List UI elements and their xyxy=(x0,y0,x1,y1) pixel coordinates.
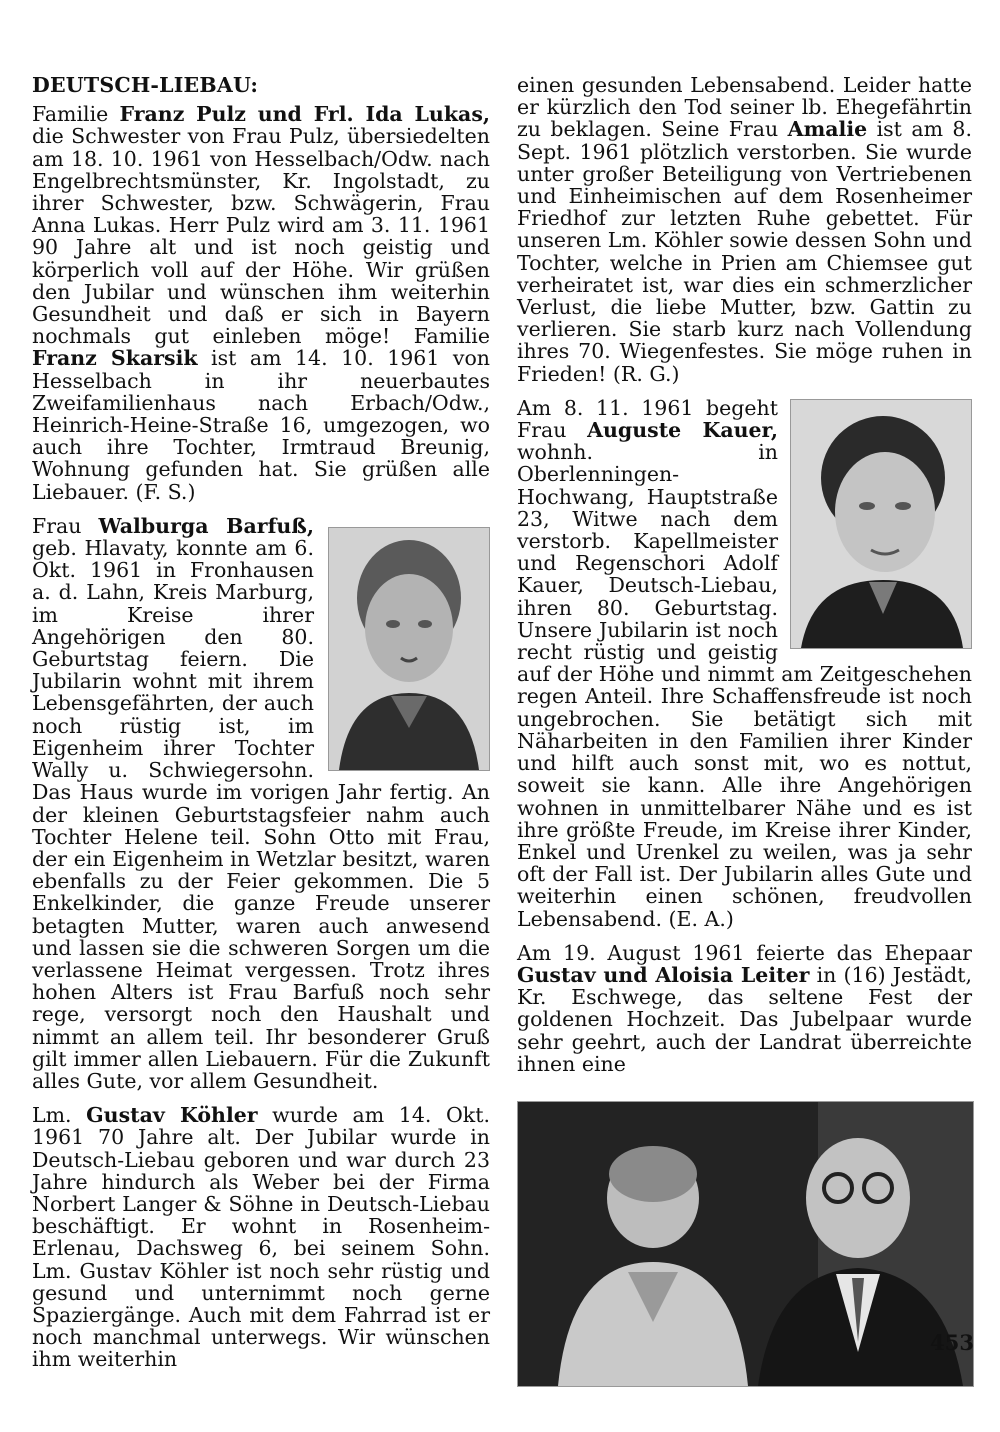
article-text: einen gesunden Lebensabend. Leider hatte er kürzlich den Tod seiner lb. Ehegefährtin zu beklagen. Seine Frau xyxy=(517,73,972,142)
article-text: geb. Hlavaty, konnte am 6. Okt. 1961 in Fronhausen a. d. Lahn, Kreis Marburg, im Kreise ihrer Angehörigen den 80. Geburtstag feiern. Die Jubilarin wohnt mit ihrem Lebensgefährten, der auch noch rüstig ist, im Eigenheim ihrer Tochter Wally u. Schwiegersohn. Das Haus wurde im vorigen Jahr fertig. An der kleinen Geburtstagsfeier nahm auch Tochter Helene teil. Sohn Otto mit Frau, der ein Eigenheim in Wetzlar besitzt, waren ebenfalls zu der Feier gekommen. Die 5 Enkelkinder, die ganze Freude unserer betagten Mutter, waren auch anwesend und lassen sie die schweren Sorgen um die verlassene Heimat vergessen. Trotz ihres hohen Alters ist Frau Barfuß noch sehr rege, versorgt noch den Haushalt und nimmt an allem teil. Ihr besonderer Gruß gilt immer allen Liebauern. Für die Zukunft alles Gute, vor allem Gesundheit. xyxy=(32,536,490,1093)
article-koehler-continued xyxy=(517,74,972,385)
article-name: Franz Skarsik xyxy=(32,346,198,371)
article-name: Auguste Kauer, xyxy=(587,418,779,443)
article-text: Familie xyxy=(32,102,120,127)
article-name: Gustav Köhler xyxy=(86,1103,258,1128)
couple-photo-leiter xyxy=(517,1101,974,1387)
right-column xyxy=(517,74,972,1387)
article-text: Frau xyxy=(32,513,99,538)
article-text: ist am 14. 10. 1961 von Hesselbach in ihr neuerbautes Zweifamilienhaus nach Erbach/Odw., Heinrich-Heine-Straße 16, umgezogen, wo auch ihre Tochter, Irmtraud Breunig, Wohnung gefunden hat. Sie grüßen alle Liebauer. (F. S.) xyxy=(32,346,490,504)
article-text: in (16) Jestädt, Kr. Eschwege, das seltene Fest der goldenen Hochzeit. Das Jubelpaar wurde sehr geehrt, auch der Landrat überreichte ihnen eine xyxy=(517,962,972,1076)
article-koehler xyxy=(32,1104,490,1370)
article-pulz xyxy=(32,103,490,503)
article-name: Gustav und Aloisia Leiter xyxy=(517,962,810,987)
left-column xyxy=(32,74,490,1383)
article-text: die Schwester von Frau Pulz, übersiedelten am 18. 10. 1961 von Hesselbach/Odw. nach Engelbrechtsmünster, Kr. Ingolstadt, zu ihrer Schwester, bzw. Schwägerin, Frau Anna Lukas. Herr Pulz wird am 3. 11. 1961 90 Jahre alt und ist noch geistig und körperlich voll auf der Höhe. Wir grüßen den Jubilar und wünschen ihm weiterhin Gesundheit und daß er sich in Bayern nochmals gut einleben möge! Familie xyxy=(32,124,490,349)
portrait-photo-kauer xyxy=(790,399,972,649)
article-text: wohnh. in Oberlenningen-Hochwang, Hauptstraße 23, Witwe nach dem verstorb. Kapellmeister und Regenschori Adolf Kauer, Deutsch-Liebau, ihren 80. Geburtstag. Unsere Jubilarin ist noch recht rüstig und geistig auf der Höhe und nimmt am Zeitgeschehen regen Anteil. Ihre Schaffensfreude ist noch ungebrochen. Sie betätigt sich mit Näharbeiten in den Familien ihrer Kinder und hilft auch sonst mit, wo es nottut, soweit sie kann. Alle ihre Angehörigen wohnen in unmittelbarer Nähe und es ist ihre größte Freude, im Kreise ihrer Kinder, Enkel und Urenkel zu weilen, was ja sehr oft der Fall ist. Der Jubilarin alles Gute und weiterhin einen schönen, freudvollen Lebensabend. (E. A.) xyxy=(517,440,972,931)
article-text: ist am 8. Sept. 1961 plötzlich verstorben. Sie wurde unter großer Beteiligung von Vertriebenen und Einheimischen auf dem Rosenheimer Friedhof zur letzten Ruhe gebettet. Für unseren Lm. Köhler sowie dessen Sohn und Tochter, welche in Prien am Chiemsee gut verheiratet ist, war dies ein schmerzlicher Verlust, die liebe Mutter, bzw. Gattin zu verlieren. Sie starb kurz nach Vollendung ihres 70. Wiegenfestes. Sie möge ruhen in Frieden! (R. G.) xyxy=(517,117,972,386)
article-text: wurde am 14. Okt. 1961 70 Jahre alt. Der Jubilar wurde in Deutsch-Liebau geboren und war durch 23 Jahre hindurch als Weber bei der Firma Norbert Langer & Söhne in Deutsch-Liebau beschäftigt. Er wohnt in Rosenheim-Erlenau, Dachsweg 6, bei seinem Sohn. Lm. Gustav Köhler ist noch sehr rüstig und gesund und unternimmt noch gerne Spaziergänge. Auch mit dem Fahrrad ist er noch manchmal unterwegs. Wir wünschen ihm weiterhin xyxy=(32,1103,490,1372)
article-text: Am 19. August 1961 feierte das Ehepaar xyxy=(517,940,972,965)
article-name: Amalie xyxy=(787,117,868,142)
article-name: Walburga Barfuß, xyxy=(98,513,315,538)
section-heading: DEUTSCH-LIEBAU: xyxy=(32,73,259,97)
article-text: Lm. xyxy=(32,1103,87,1128)
article-leiter xyxy=(517,942,972,1075)
portrait-photo-barfuss xyxy=(328,527,490,771)
article-name: Franz Pulz und Frl. Ida Lukas, xyxy=(119,102,491,127)
page-number: 453 xyxy=(930,1330,974,1355)
article-text: Am 8. 11. 1961 begeht Frau xyxy=(517,395,778,443)
